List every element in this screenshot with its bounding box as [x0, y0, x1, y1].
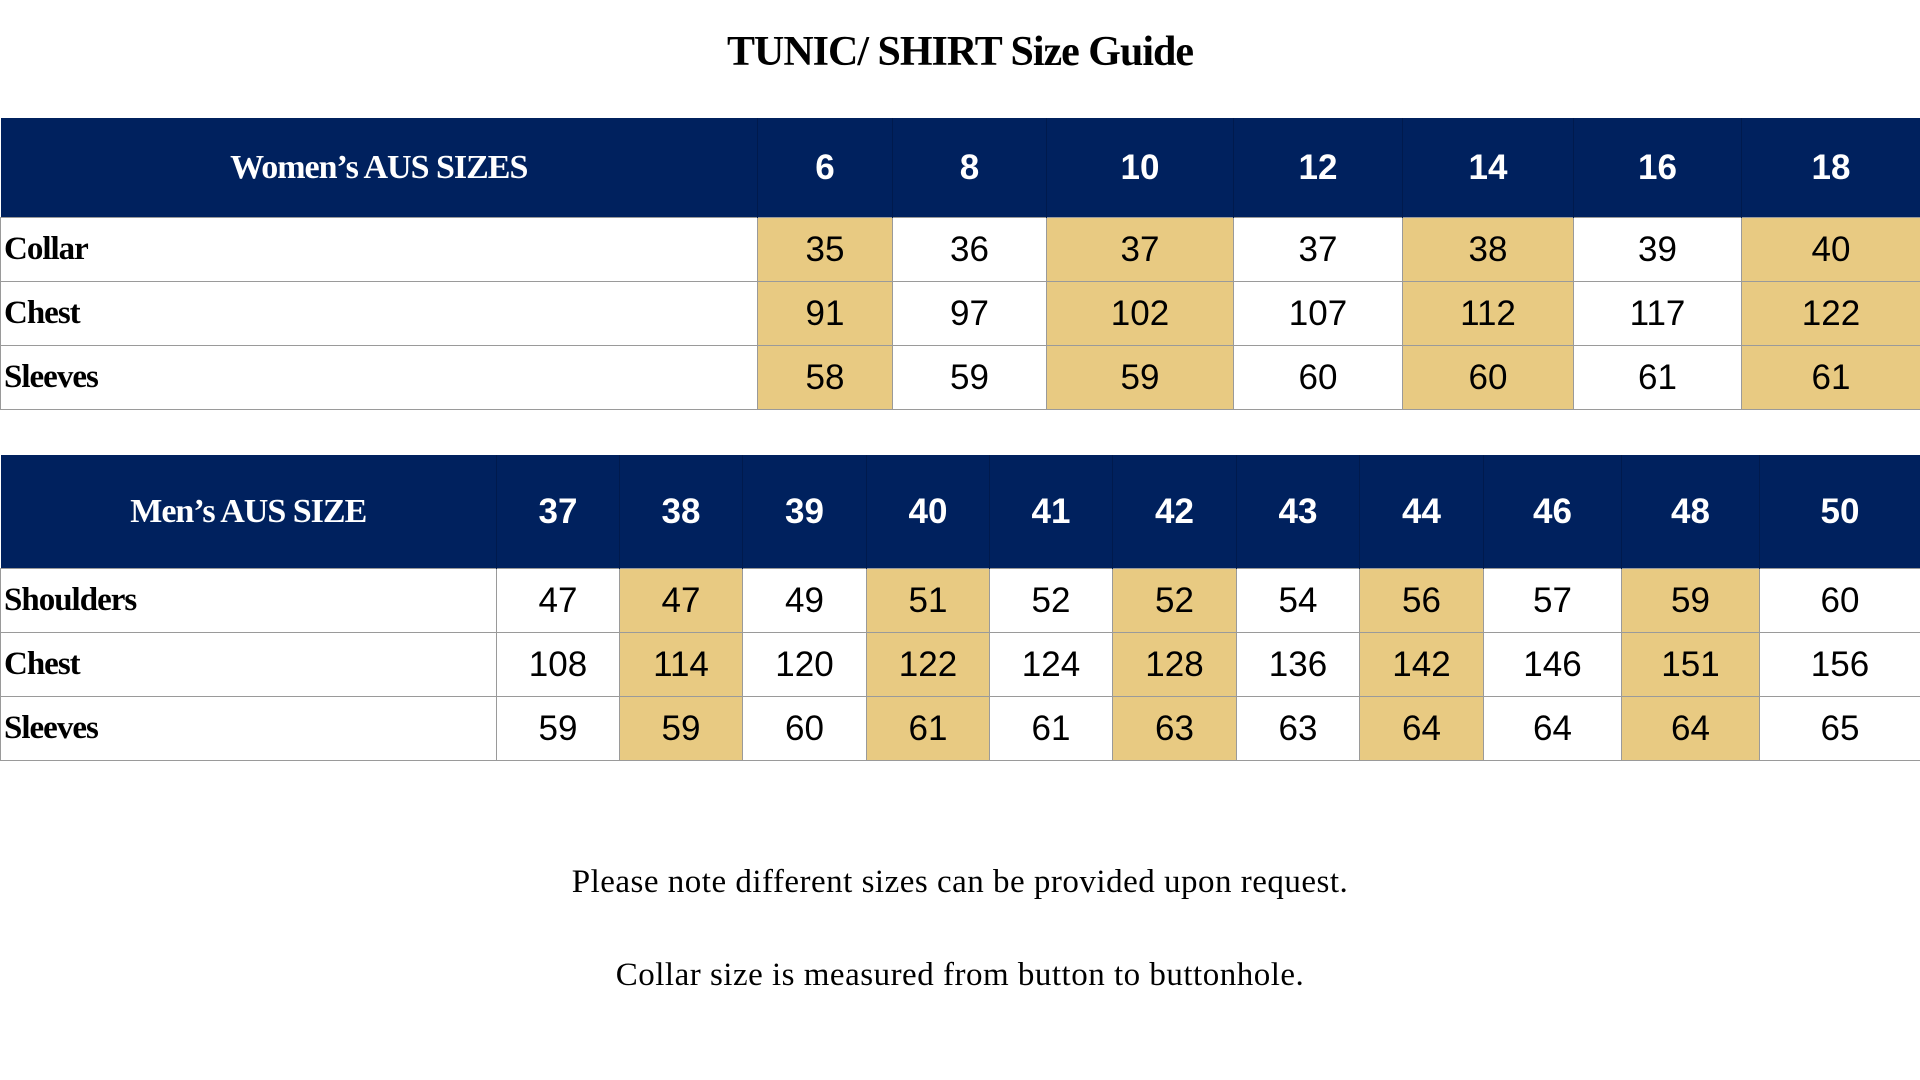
table-row — [1, 569, 1920, 633]
table-cell: 91 — [758, 282, 893, 346]
table-cell: 49 — [743, 569, 867, 633]
mens-size-header: 39 — [743, 455, 867, 569]
table-cell: 38 — [1403, 218, 1574, 282]
table-cell: 112 — [1403, 282, 1574, 346]
table-cell: 59 — [620, 697, 743, 761]
row-label: Sleeves — [1, 697, 497, 761]
table-cell: 59 — [893, 346, 1047, 410]
table-cell: 60 — [1234, 346, 1403, 410]
row-label: Shoulders — [1, 569, 497, 633]
table-cell: 107 — [1234, 282, 1403, 346]
table-cell: 40 — [1742, 218, 1920, 282]
mens-size-header: 41 — [990, 455, 1113, 569]
page-title: TUNIC/ SHIRT Size Guide — [726, 29, 1193, 75]
mens-header-label: Men’s AUS SIZE — [1, 455, 497, 569]
table-cell: 54 — [1237, 569, 1360, 633]
table-cell: 63 — [1113, 697, 1237, 761]
womens-size-table — [0, 118, 1920, 410]
table-row — [1, 218, 1920, 282]
table-cell: 36 — [893, 218, 1047, 282]
mens-size-header: 37 — [497, 455, 620, 569]
table-cell: 61 — [1742, 346, 1920, 410]
table-cell: 61 — [867, 697, 990, 761]
table-cell: 97 — [893, 282, 1047, 346]
table-cell: 52 — [990, 569, 1113, 633]
table-cell: 58 — [758, 346, 893, 410]
mens-size-header: 44 — [1360, 455, 1484, 569]
row-label: Chest — [1, 633, 497, 697]
note-custom-sizes: Please note different sizes can be provided upon request. — [571, 864, 1349, 900]
table-cell: 114 — [620, 633, 743, 697]
table-cell: 64 — [1622, 697, 1760, 761]
mens-size-header: 46 — [1484, 455, 1622, 569]
table-cell: 56 — [1360, 569, 1484, 633]
mens-size-header: 42 — [1113, 455, 1237, 569]
table-cell: 146 — [1484, 633, 1622, 697]
note-collar-measurement: Collar size is measured from button to buttonhole. — [615, 957, 1305, 993]
table-cell: 59 — [1047, 346, 1234, 410]
mens-size-table — [0, 455, 1920, 761]
table-cell: 64 — [1360, 697, 1484, 761]
table-cell: 142 — [1360, 633, 1484, 697]
table-cell: 37 — [1047, 218, 1234, 282]
table-cell: 52 — [1113, 569, 1237, 633]
table-cell: 60 — [1403, 346, 1574, 410]
table-cell: 128 — [1113, 633, 1237, 697]
mens-size-header: 50 — [1760, 455, 1920, 569]
table-row — [1, 633, 1920, 697]
table-cell: 108 — [497, 633, 620, 697]
mens-size-header: 48 — [1622, 455, 1760, 569]
womens-size-header: 10 — [1047, 118, 1234, 218]
table-cell: 63 — [1237, 697, 1360, 761]
row-label: Collar — [1, 218, 758, 282]
table-cell: 102 — [1047, 282, 1234, 346]
mens-size-header: 40 — [867, 455, 990, 569]
table-row — [1, 282, 1920, 346]
table-cell: 35 — [758, 218, 893, 282]
table-cell: 60 — [1760, 569, 1920, 633]
table-cell: 151 — [1622, 633, 1760, 697]
womens-header-row — [1, 118, 1920, 218]
row-label: Chest — [1, 282, 758, 346]
table-row — [1, 346, 1920, 410]
table-cell: 61 — [1574, 346, 1742, 410]
table-cell: 51 — [867, 569, 990, 633]
table-cell: 156 — [1760, 633, 1920, 697]
table-cell: 47 — [620, 569, 743, 633]
womens-size-header: 16 — [1574, 118, 1742, 218]
mens-size-header: 43 — [1237, 455, 1360, 569]
mens-size-header: 38 — [620, 455, 743, 569]
mens-header-row — [1, 455, 1920, 569]
table-cell: 64 — [1484, 697, 1622, 761]
table-cell: 122 — [1742, 282, 1920, 346]
womens-size-header: 18 — [1742, 118, 1920, 218]
table-cell: 124 — [990, 633, 1113, 697]
table-cell: 117 — [1574, 282, 1742, 346]
table-cell: 136 — [1237, 633, 1360, 697]
table-row — [1, 697, 1920, 761]
womens-size-header: 6 — [758, 118, 893, 218]
table-cell: 122 — [867, 633, 990, 697]
table-cell: 59 — [1622, 569, 1760, 633]
table-cell: 61 — [990, 697, 1113, 761]
table-cell: 37 — [1234, 218, 1403, 282]
row-label: Sleeves — [1, 346, 758, 410]
table-cell: 57 — [1484, 569, 1622, 633]
table-cell: 39 — [1574, 218, 1742, 282]
womens-header-label: Women’s AUS SIZES — [1, 118, 758, 218]
table-cell: 120 — [743, 633, 867, 697]
womens-size-header: 8 — [893, 118, 1047, 218]
table-cell: 60 — [743, 697, 867, 761]
womens-size-header: 14 — [1403, 118, 1574, 218]
table-cell: 65 — [1760, 697, 1920, 761]
womens-size-header: 12 — [1234, 118, 1403, 218]
table-cell: 59 — [497, 697, 620, 761]
table-cell: 47 — [497, 569, 620, 633]
